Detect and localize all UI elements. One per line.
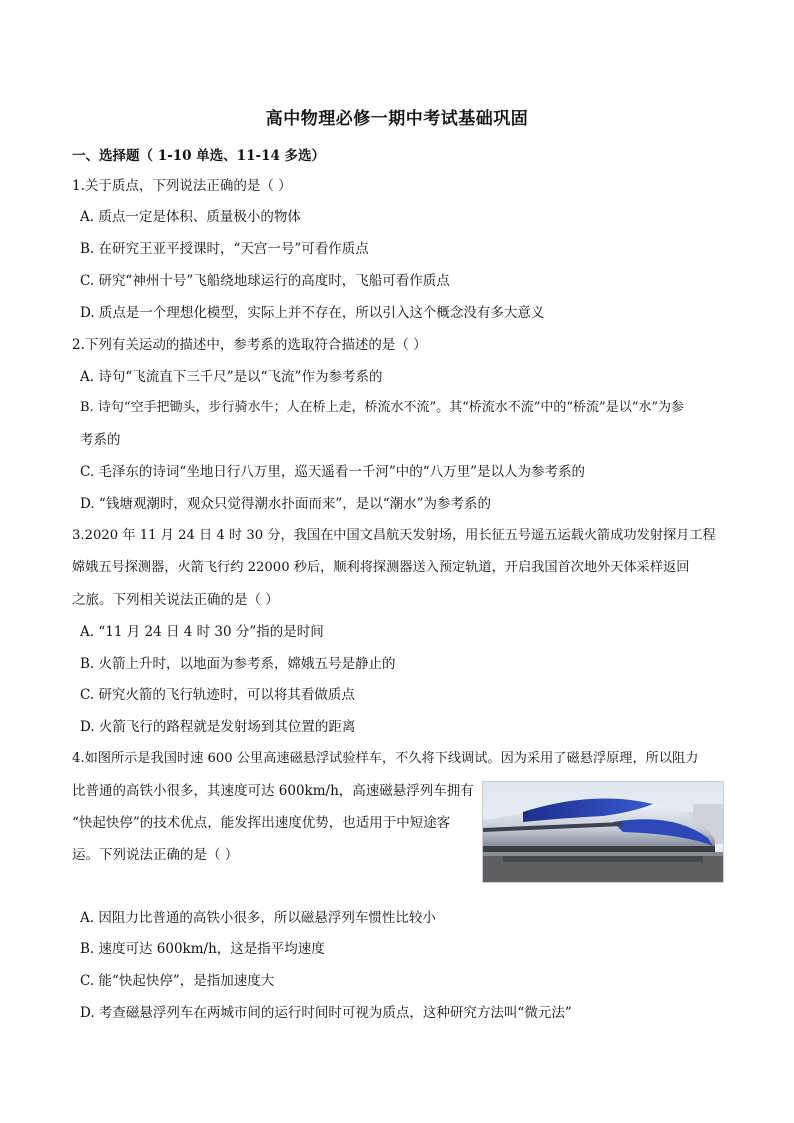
question-3-stem-line3: 之旅。下列相关说法正确的是（ ） — [72, 592, 279, 608]
question-3-option-d: D. 火箭飞行的路程就是发射场到其位置的距离 — [80, 719, 356, 735]
page-title: 高中物理必修一期中考试基础巩固 — [265, 109, 529, 129]
question-1-option-b: B. 在研究王亚平授课时，“天宫一号”可看作质点 — [80, 241, 369, 257]
question-2-stem: 2.下列有关运动的描述中，参考系的选取符合描述的是（ ） — [72, 337, 427, 353]
maglev-train-image — [483, 782, 723, 882]
question-4-stem-line3: “快起快停”的技术优点，能发挥出速度优势，也适用于中短途客 — [72, 815, 451, 831]
question-4-option-b: B. 速度可达 600km/h，这是指平均速度 — [80, 941, 325, 957]
question-2-option-c: C. 毛泽东的诗词“坐地日行八万里，巡天遥看一千河”中的“八万里”是以人为参考系的 — [80, 464, 586, 480]
question-1-option-c: C. 研究“神州十号”飞船绕地球运行的高度时，飞船可看作质点 — [80, 273, 450, 289]
question-4-stem-line1: 4.如图所示是我国时速 600 公里高速磁悬浮试验样车，不久将下线调试。因为采用了磁悬浮原理，所以阻力 — [72, 751, 699, 766]
question-1-stem: 1.关于质点，下列说法正确的是（ ） — [72, 178, 292, 194]
section-heading: 一、选择题（ 1-10 单选、11-14 多选） — [72, 148, 326, 164]
question-1-option-d: D. 质点是一个理想化模型，实际上并不存在，所以引入这个概念没有多大意义 — [80, 305, 545, 321]
question-3-option-b: B. 火箭上升时，以地面为参考系，嫦娥五号是静止的 — [80, 656, 396, 672]
question-4-option-a: A. 因阻力比普通的高铁小很多，所以磁悬浮列车惯性比较小 — [80, 910, 436, 926]
question-2-option-b-cont: 考系的 — [80, 432, 121, 448]
question-3-option-a: A. “11 月 24 日 4 时 30 分”指的是时间 — [80, 624, 324, 640]
question-2-option-d: D. “钱塘观潮时，观众只觉得潮水扑面而来”，是以“潮水”为参考系的 — [80, 496, 492, 512]
question-4-stem-line4: 运。下列说法正确的是（ ） — [72, 847, 239, 863]
question-4-stem-line2: 比普通的高铁小很多，其速度可达 600km/h，高速磁悬浮列车拥有 — [72, 783, 474, 799]
question-3-option-c: C. 研究火箭的飞行轨迹时，可以将其看做质点 — [80, 687, 355, 703]
question-3-stem-line2: 嫦娥五号探测器，火箭飞行约 22000 秒后，顺利将探测器送入预定轨道，开启我国首次地外天体采样返回 — [72, 560, 690, 575]
question-4-option-d: D. 考查磁悬浮列车在两城市间的运行时间时可视为质点，这种研究方法叫“微元法” — [80, 1005, 572, 1021]
question-4-option-c: C. 能“快起快停”，是指加速度大 — [80, 973, 275, 989]
question-2-option-b: B. 诗句“空手把锄头，步行骑水牛；人在桥上走，桥流水不流”。其“桥流水不流”中的“桥流”是以“水”为参 — [80, 400, 684, 415]
maglev-train-photo — [482, 781, 724, 883]
question-3-stem-line1: 3.2020 年 11 月 24 日 4 时 30 分，我国在中国文昌航天发射场，用长征五号遥五运载火箭成功发射探月工程 — [72, 528, 716, 543]
question-2-option-a: A. 诗句“飞流直下三千尺”是以“飞流”作为参考系的 — [80, 369, 383, 385]
question-1-option-a: A. 质点一定是体积、质量极小的物体 — [80, 209, 301, 225]
